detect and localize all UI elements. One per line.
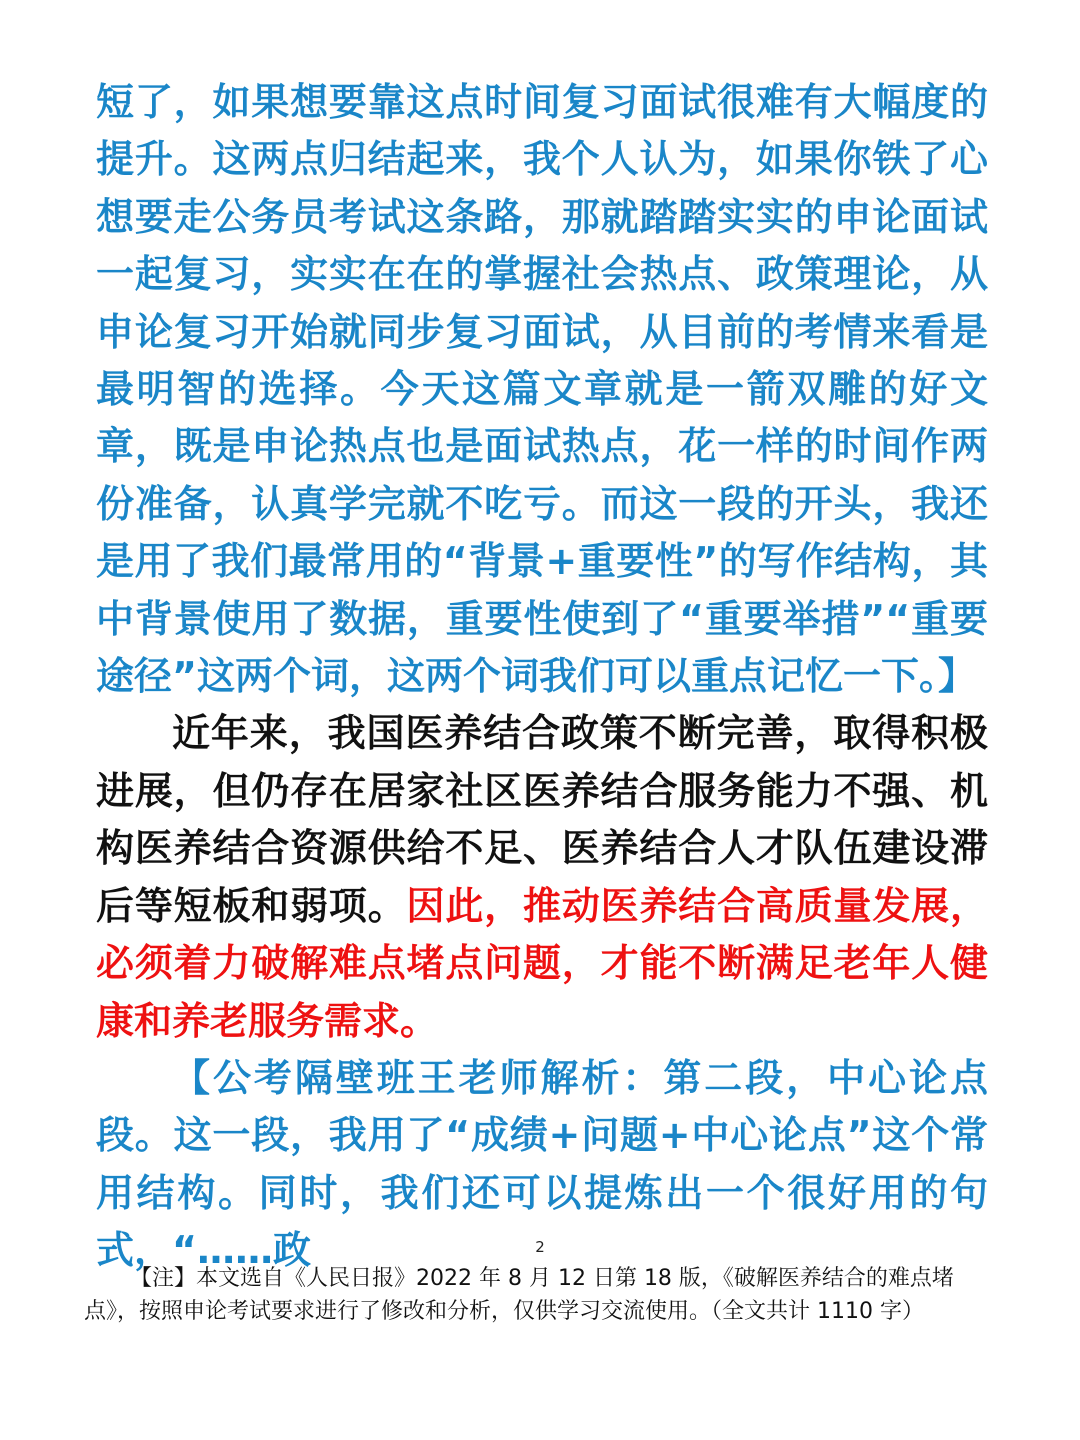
analysis-paragraph: 【公考隔壁班王老师解析：第二段，中心论点段。这一段，我用了“成绩+问题+中心论点”这个常用结构。同时，我们还可以提炼出一个很好用的句式，“……政 [96,1055,988,1273]
page-number: 2 [535,1238,545,1256]
article-body [96,74,988,1280]
analysis-paragraph-continued: 短了，如果想要靠这点时间复习面试很难有大幅度的提升。这两点归结起来，我个人认为，如果你铁了心想要走公务员考试这条路，那就踏踏实实的申论面试一起复习，实实在在的掌握社会热点、政策理论，从申论复习开始就同步复习面试，从目前的考情来看是最明智的选择。今天这篇文章就是一箭双雕的好文章，既是申论热点也是面试热点，花一样的时间作两份准备，认真学完就不吃亏。而这一段的开头，我还是用了我们最常用的“背景+重要性”的写作结构，其中背景使用了数据，重要性使到了“重要举措”“重要途径”这两个词，这两个词我们可以重点记忆一下。】 [96,80,988,699]
article-paragraph-text: 近年来，我国医养结合政策不断完善，取得积极进展，但仍存在居家社区医养结合服务能力不强、机构医养结合资源供给不足、医养结合人才队伍建设滞后等短板和弱项。 [96,711,988,928]
article-paragraph [96,705,988,1049]
central-argument-text: 因此，推动医养结合高质量发展，必须着力破解难点堵点问题，才能不断满足老年人健康和养老服务需求。 [96,883,988,1043]
footnote: 【注】本文选自《人民日报》2022 年 8 月 12 日第 18 版，《破解医养结合的难点堵点》，按照申论考试要求进行了修改和分析，仅供学习交流使用。（全文共计 1110 字） [84,1266,954,1324]
